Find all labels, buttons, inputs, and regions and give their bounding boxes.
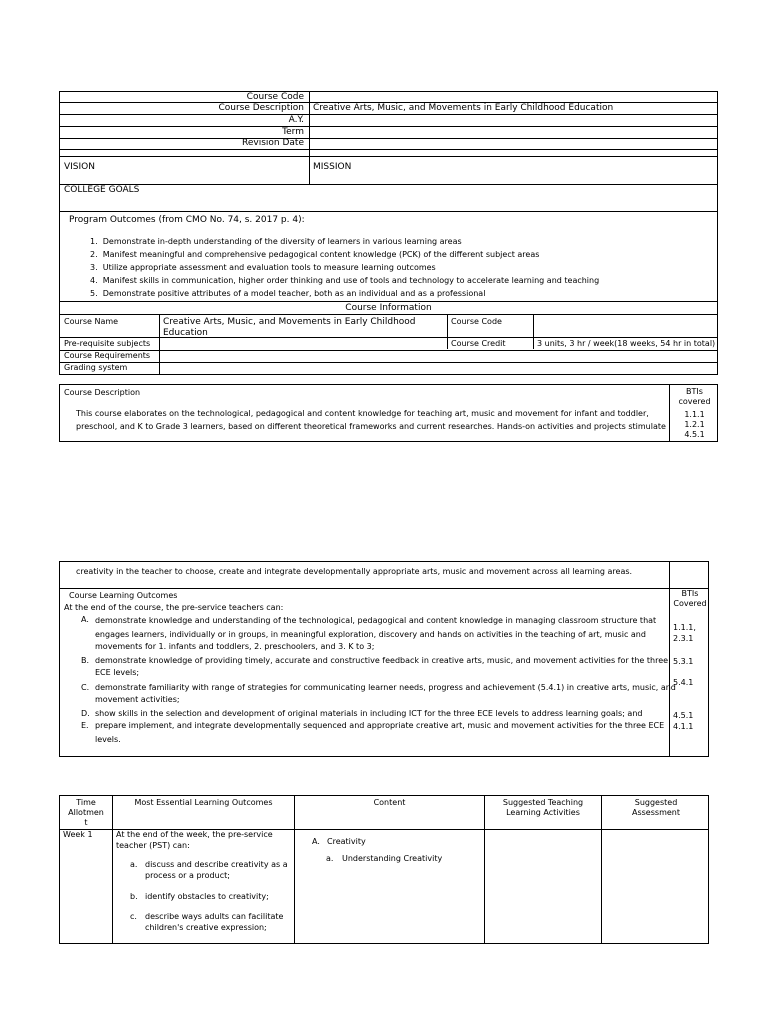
prereq-label: Pre-requisite subjects bbox=[64, 339, 151, 348]
clo-btis-value: 4.1.1 bbox=[673, 722, 694, 731]
course-information-table bbox=[59, 301, 718, 375]
weekly-schedule-table bbox=[59, 795, 709, 944]
course-description-label: Course Description bbox=[218, 103, 304, 113]
outcome-line: demonstrate knowledge of providing timely, accurate and constructive feedback in creative arts, music, and movement activities for the three bbox=[95, 656, 669, 665]
outcome-line: engages learners, individually or in groups, in meaningful exploration, discovery and hands on activities in the teaching of art, music and bbox=[95, 630, 646, 639]
course-description-table bbox=[59, 384, 718, 442]
melo-intro-line: At the end of the week, the pre-service bbox=[116, 830, 273, 839]
outcome-line: demonstrate knowledge and understanding of the technological, pedagogical and content knowledge in managing classroom structure that bbox=[95, 616, 657, 625]
course-header-table bbox=[59, 91, 718, 185]
course-description-line: This course elaborates on the technological, pedagogical and content knowledge for teaching art, music and movement for infant and toddler, bbox=[76, 409, 649, 418]
vision-label: VISION bbox=[64, 162, 95, 172]
btis-value: 1.2.1 bbox=[684, 420, 705, 429]
outcome-line: prepare implement, and integrate developmentally sequenced and appropriate creative art, music and movement activities for the three ECE bbox=[95, 721, 665, 730]
outcome-line: ECE levels; bbox=[95, 668, 140, 677]
course-description-value: Creative Arts, Music, and Movements in Early Childhood Education bbox=[313, 103, 614, 113]
outcome-line: demonstrate familiarity with range of strategies for communicating learner needs, progress and achievement (5.4.1) in creative arts, music, and bbox=[95, 683, 676, 692]
clo-btis-value: 2.3.1 bbox=[673, 634, 694, 643]
clo-intro: At the end of the course, the pre-service teachers can: bbox=[64, 603, 284, 612]
outcome-line: show skills in the selection and development of original materials in including ICT for the three ECE levels to address learning goals; and bbox=[95, 709, 643, 718]
clo-btis-header: BTIs Covered bbox=[673, 589, 707, 608]
program-outcome-item: 5. Demonstrate positive attributes of a model teacher, both as an individual and as a professional bbox=[90, 289, 486, 298]
program-outcome-item: 1. Demonstrate in-depth understanding of the diversity of learners in various learning areas bbox=[90, 237, 462, 246]
content-sub-letter: a. bbox=[326, 854, 334, 863]
melo-item-line: identify obstacles to creativity; bbox=[145, 892, 269, 901]
outcome-letter: D. bbox=[81, 709, 90, 718]
melo-item-letter: c. bbox=[130, 912, 137, 921]
outcome-line: movements for 1. infants and toddlers, 2. preschoolers, and 3. K to 3; bbox=[95, 642, 375, 651]
content-main-text: Creativity bbox=[327, 837, 366, 846]
week-label: Week 1 bbox=[63, 830, 93, 839]
course-name-label: Course Name bbox=[64, 317, 119, 326]
college-goals-label: COLLEGE GOALS bbox=[64, 185, 140, 195]
melo-intro-line: teacher (PST) can: bbox=[116, 841, 190, 850]
mission-label: MISSION bbox=[313, 162, 352, 172]
melo-item-line: discuss and describe creativity as a bbox=[145, 860, 288, 869]
course-code-label: Course Code bbox=[246, 92, 304, 102]
btis-value: 1.1.1 bbox=[684, 410, 705, 419]
program-outcome-item: 3. Utilize appropriate assessment and evaluation tools to measure learning outcomes bbox=[90, 263, 436, 272]
revision-date-label: Revision Date bbox=[242, 138, 304, 148]
grading-system-label: Grading system bbox=[64, 363, 128, 372]
btis-header: BTIs covered bbox=[678, 387, 711, 406]
melo-item-line: process or a product; bbox=[145, 871, 230, 880]
clo-title: Course Learning Outcomes bbox=[69, 591, 178, 600]
btis-value: 4.5.1 bbox=[684, 430, 705, 439]
learning-outcomes-table bbox=[59, 561, 709, 757]
goals-outcomes-block bbox=[59, 184, 718, 302]
clo-btis-value: 5.4.1 bbox=[673, 678, 694, 687]
outcome-letter: B. bbox=[81, 656, 90, 665]
outcome-line: movement activities; bbox=[95, 695, 180, 704]
content-main-letter: A. bbox=[312, 837, 320, 846]
melo-item-line: describe ways adults can facilitate bbox=[145, 912, 284, 921]
outcome-letter: A. bbox=[81, 615, 89, 624]
program-outcome-item: 4. Manifest skills in communication, higher order thinking and use of tools and technology to accelerate learning and teaching bbox=[90, 276, 600, 285]
course-credit-value: 3 units, 3 hr / week(18 weeks, 54 hr in total) bbox=[537, 339, 716, 348]
outcome-letter: E. bbox=[81, 721, 89, 730]
ay-label: A.Y. bbox=[288, 115, 304, 125]
melo-item-letter: b. bbox=[130, 892, 138, 901]
clo-btis-value: 1.1.1, bbox=[673, 623, 696, 632]
course-code-info-label: Course Code bbox=[451, 317, 502, 326]
outcome-letter: C. bbox=[81, 683, 90, 692]
clo-btis-value: 4.5.1 bbox=[673, 711, 694, 720]
content-sub-text: Understanding Creativity bbox=[342, 854, 443, 863]
course-description-line: preschool, and K to Grade 3 learners, based on different theoretical frameworks and current researches. Hands-on activities and projects stimulate bbox=[76, 422, 666, 431]
activities-header: Suggested Teaching Learning Activities bbox=[502, 798, 584, 817]
time-allotment-header: Time Allotmen t bbox=[68, 798, 104, 827]
content-header: Content bbox=[373, 798, 406, 807]
melo-item-letter: a. bbox=[130, 860, 138, 869]
course-requirements-label: Course Requirements bbox=[64, 351, 151, 360]
course-name-value: Creative Arts, Music, and Movements in Early Childhood Education bbox=[163, 317, 416, 338]
description-continuation: creativity in the teacher to choose, create and integrate developmentally appropriate arts, music and movement across all learning areas. bbox=[76, 567, 633, 576]
outcome-line: levels. bbox=[95, 735, 121, 744]
melo-item-line: children's creative expression; bbox=[145, 923, 267, 932]
course-credit-label: Course Credit bbox=[451, 339, 506, 348]
assessment-header: Suggested Assessment bbox=[632, 798, 680, 817]
term-label: Term bbox=[282, 127, 304, 137]
program-outcomes-title: Program Outcomes (from CMO No. 74, s. 2017 p. 4): bbox=[69, 215, 305, 225]
melo-header: Most Essential Learning Outcomes bbox=[134, 798, 273, 807]
course-information-title: Course Information bbox=[345, 303, 432, 313]
clo-btis-value: 5.3.1 bbox=[673, 657, 694, 666]
program-outcome-item: 2. Manifest meaningful and comprehensive pedagogical content knowledge (PCK) of the different subject areas bbox=[90, 250, 540, 259]
course-description-heading: Course Description bbox=[64, 388, 141, 397]
